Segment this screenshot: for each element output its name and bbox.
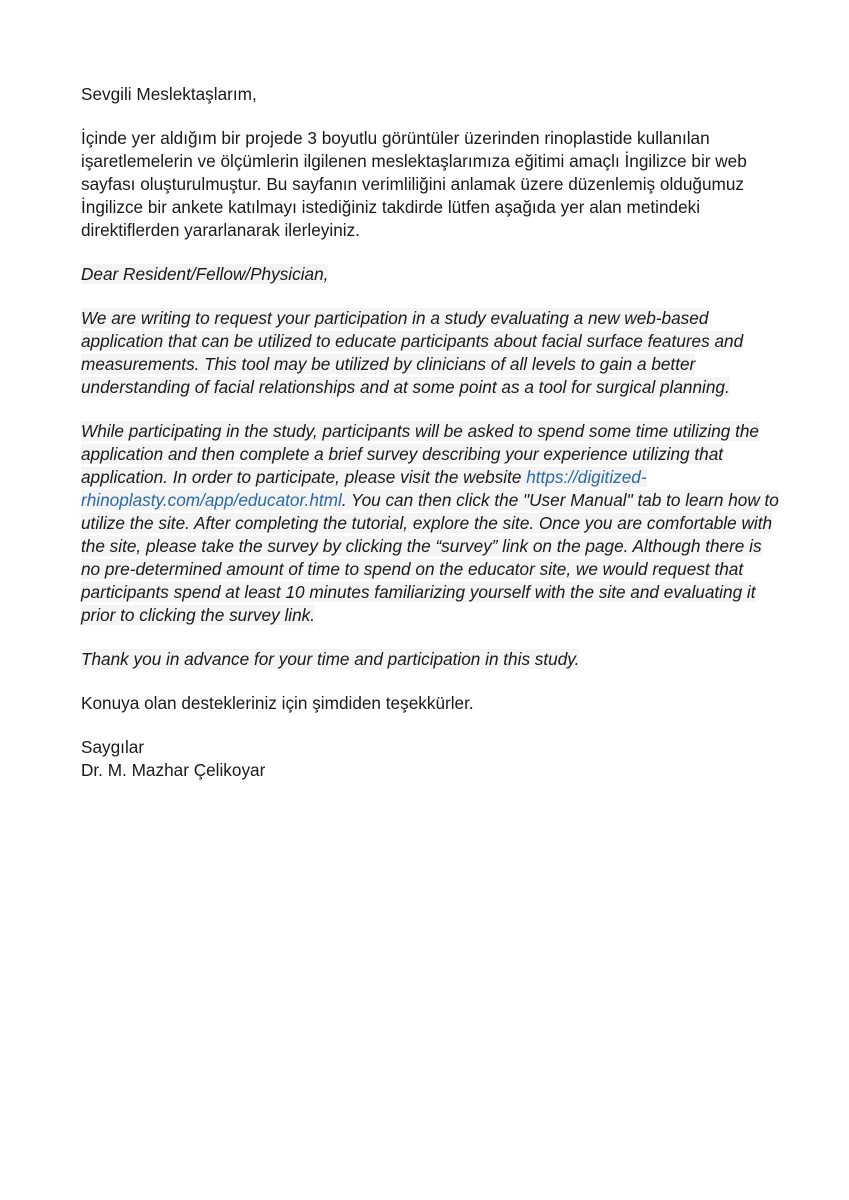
instructions-text-after-link: . You can then click the "User Manual" tab to learn how to utilize the site. After completing the tutorial, explore the site. Once you are comfortable with the site, please take the survey by clicking the “survey” link on the page. Although there is no pre-determined amount of time to spend on the educator site, we would request that participants spend at least 10 minutes familiarizing yourself with the site and evaluating it prior to clicking the survey link. bbox=[81, 490, 779, 625]
instructions-text-before-link: While participating in the study, participants will be asked to spend some time utilizing the application and then complete a brief survey describing your experience utilizing that application. In order to participate, please visit the website bbox=[81, 421, 759, 487]
paragraph-participation-instructions bbox=[81, 420, 781, 627]
paragraph-study-request-text: We are writing to request your participation in a study evaluating a new web-based application that can be utilized to educate participants about facial surface features and measurements. This tool may be utilized by clinicians of all levels to gain a better understanding of facial relationships and at some point as a tool for surgical planning. bbox=[81, 308, 744, 397]
thanks-english-text: Thank you in advance for your time and participation in this study. bbox=[81, 649, 580, 669]
greeting-english bbox=[81, 263, 781, 286]
intro-turkish: İçinde yer aldığım bir projede 3 boyutlu görüntüler üzerinden rinoplastide kullanılan işaretlemelerin ve ölçümlerin ilgilenen meslektaşlarımıza eğitimi amaçlı İngilizce bir web sayfası oluşturulmuştur. Bu sayfanın verimliliğini anlamak üzere düzenlemiş olduğumuz İngilizce bir ankete katılmayı istediğiniz takdirde lütfen aşağıda yer alan metindeki direktiflerden yararlanarak ilerleyiniz. bbox=[81, 128, 747, 240]
signature: Dr. M. Mazhar Çelikoyar bbox=[81, 760, 266, 780]
thanks-english bbox=[81, 648, 781, 671]
educator-site-link[interactable]: https://digitized-rhinoplasty.com/app/educator.html bbox=[81, 467, 647, 510]
thanks-turkish: Konuya olan destekleriniz için şimdiden teşekkürler. bbox=[81, 693, 474, 713]
closing: Saygılar bbox=[81, 737, 145, 757]
greeting-turkish: Sevgili Meslektaşlarım, bbox=[81, 84, 257, 104]
letter-body bbox=[81, 83, 781, 782]
greeting-english-text: Dear Resident/Fellow/Physician, bbox=[81, 264, 329, 284]
paragraph-study-request bbox=[81, 307, 781, 399]
